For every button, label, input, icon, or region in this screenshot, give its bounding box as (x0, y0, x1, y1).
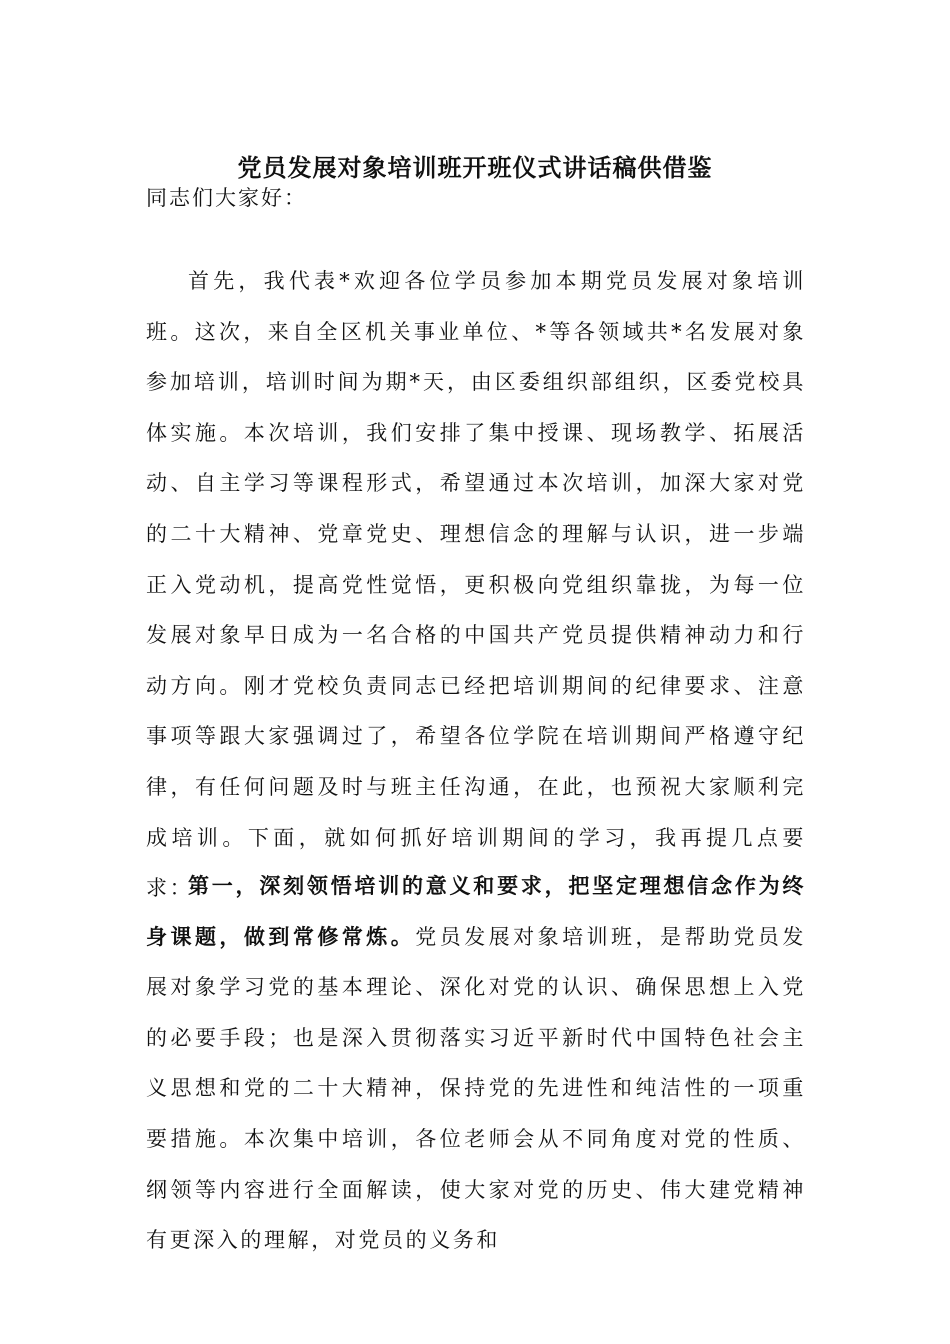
greeting-line: 同志们大家好： (146, 186, 307, 210)
body-paragraph-2 (146, 861, 806, 1266)
paragraph-2-heading: 第一，深刻领悟培训的意义和要求，把坚定理想信念作为终身课题，做到常修常炼。 (146, 873, 806, 949)
document-title: 党员发展对象培训班开班仪式讲话稿供借鉴 (237, 153, 713, 182)
body-paragraph-1: 首先，我代表*欢迎各位学员参加本期党员发展对象培训班。这次，来自全区机关事业单位、*等各领域共*名发展对象参加培训，培训时间为期*天，由区委组织部组织，区委党校具体实施。本次培训，我们安排了集中授课、现场教学、拓展活动、自主学习等课程形式，希望通过本次培训，加深大家对党的二十大精神、党章党史、理想信念的理解与认识，进一步端正入党动机，提高党性觉悟，更积极向党组织靠拢，为每一位发展对象早日成为一名合格的中国共产党员提供精神动力和行动方向。刚才党校负责同志已经把培训期间的纪律要求、注意事项等跟大家强调过了，希望各位学院在培训期间严格遵守纪律，有任何问题及时与班主任沟通，在此，也预祝大家顺利完成培训。下面，就如何抓好培训期间的学习，我再提几点要求： (146, 269, 806, 901)
paragraph-2-body: 党员发展对象培训班，是帮助党员发展对象学习党的基本理论、深化对党的认识、确保思想上入党的必要手段；也是深入贯彻落实习近平新时代中国特色社会主义思想和党的二十大精神，保持党的先进性和纯洁性的一项重要措施。本次集中培训，各位老师会从不同角度对党的性质、纲领等内容进行全面解读，使大家对党的历史、伟大建党精神有更深入的理解，对党员的义务和 (146, 924, 806, 1253)
